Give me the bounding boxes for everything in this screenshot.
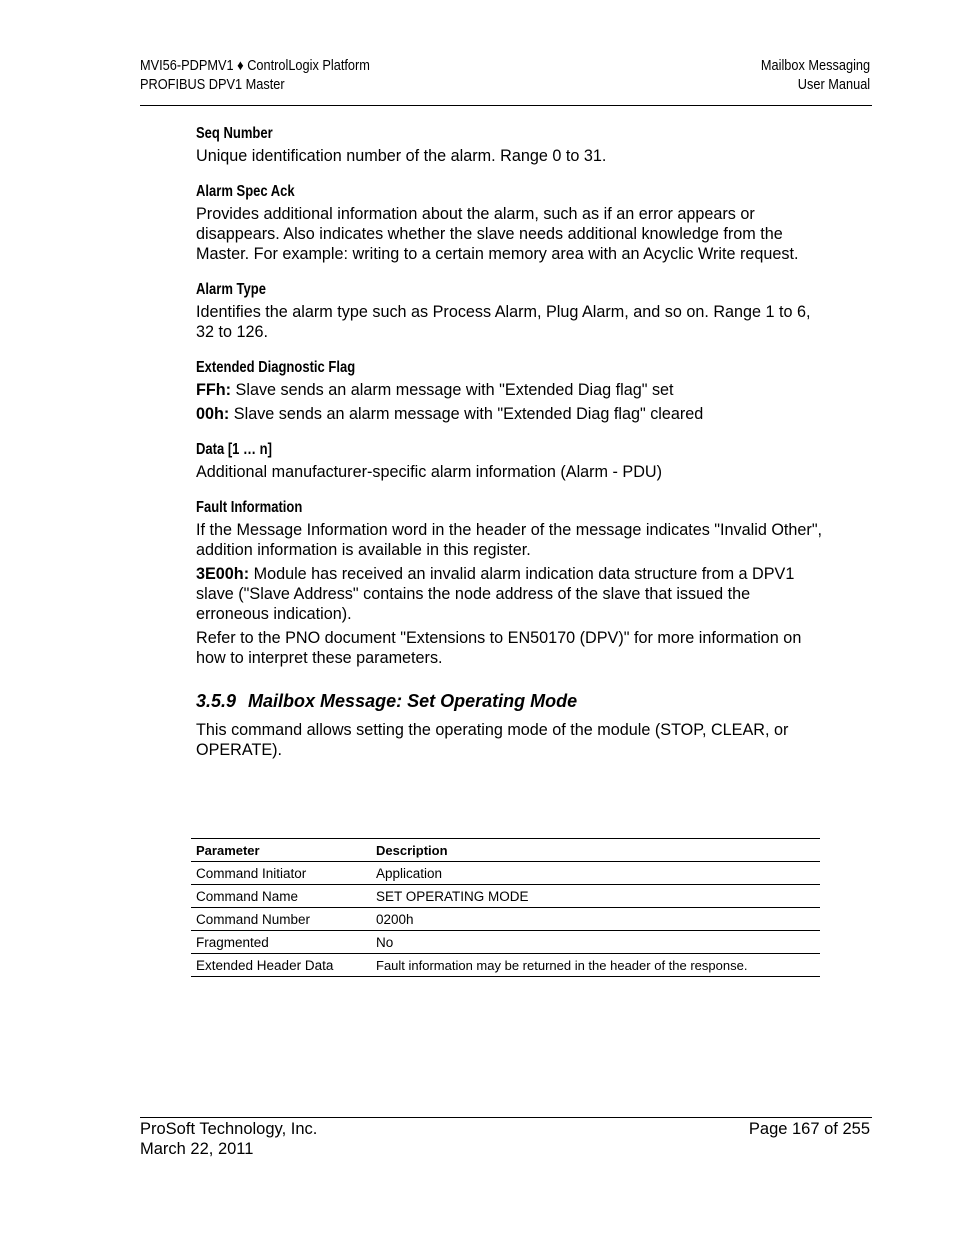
extended-diag-flag-title: Extended Diagnostic Flag [196, 359, 356, 376]
3e00h-label: 3E00h: [196, 565, 250, 583]
alarm-type-title: Alarm Type [196, 281, 266, 298]
footer-date: March 22, 2011 [140, 1140, 254, 1158]
table-cell: Fragmented [191, 931, 371, 954]
table-row [191, 931, 820, 954]
header-left [140, 57, 370, 95]
fault-information-title: Fault Information [196, 499, 303, 516]
section-number: 3.5.9 [196, 691, 237, 711]
header-doc-type: User Manual [797, 77, 870, 93]
section-heading [196, 690, 826, 712]
table-row [191, 862, 820, 885]
table-cell: Command Initiator [191, 862, 371, 885]
ffh-label: FFh: [196, 381, 232, 399]
seq-number-title: Seq Number [196, 125, 273, 142]
table-cell: Command Number [191, 908, 371, 931]
header-product: MVI56-PDPMV1 ♦ ControlLogix Platform [140, 58, 370, 74]
section-intro: This command allows setting the operating mode of the module (STOP, CLEAR, or OPERATE). [196, 721, 789, 759]
page-number: Page 167 of 255 [748, 1120, 870, 1138]
seq-number-text: Unique identification number of the alarm. Range 0 to 31. [196, 147, 607, 165]
table-cell: SET OPERATING MODE [371, 885, 820, 908]
pno-reference-text: Refer to the PNO document "Extensions to EN50170 (DPV)" for more information on how to interpret these parameters. [196, 629, 802, 667]
table-cell: Application [371, 862, 820, 885]
table-cell: 0200h [371, 908, 820, 931]
table-row [191, 954, 820, 977]
table-header-row [191, 839, 820, 862]
table-cell: Fault information may be returned in the header of the response. [371, 954, 820, 977]
table-cell: Extended Header Data [191, 954, 371, 977]
section-title: Mailbox Message: Set Operating Mode [248, 691, 578, 711]
header-right [761, 57, 870, 95]
column-header-description: Description [371, 839, 820, 862]
main-content [196, 124, 826, 764]
3e00h-description [196, 564, 826, 624]
3e00h-text: Module has received an invalid alarm indication data structure from a DPV1 slave ("Slave Address" contains the node address of the slave that issued the erroneous indication). [196, 565, 795, 623]
table-row [191, 885, 820, 908]
00h-description [196, 404, 826, 424]
header-subtitle: PROFIBUS DPV1 Master [140, 77, 285, 93]
table-cell: No [371, 931, 820, 954]
00h-label: 00h: [196, 405, 230, 423]
alarm-spec-ack-title: Alarm Spec Ack [196, 183, 295, 200]
footer-left [140, 1119, 317, 1159]
data-text: Additional manufacturer-specific alarm information (Alarm - PDU) [196, 463, 662, 481]
footer-right [749, 1119, 870, 1139]
fault-information-text: If the Message Information word in the header of the message indicates "Invalid Other", addition information is available in this register. [196, 521, 823, 559]
footer-company: ProSoft Technology, Inc. [140, 1120, 318, 1138]
00h-text: Slave sends an alarm message with "Extended Diag flag" cleared [229, 405, 704, 423]
header-divider [140, 105, 872, 106]
table-cell: Command Name [191, 885, 371, 908]
ffh-text: Slave sends an alarm message with "Extended Diag flag" set [231, 381, 674, 399]
data-title: Data [1 … n] [196, 441, 272, 458]
parameter-table [191, 838, 820, 977]
table-row [191, 908, 820, 931]
header-chapter: Mailbox Messaging [760, 58, 870, 74]
ffh-description [196, 380, 826, 400]
alarm-type-text: Identifies the alarm type such as Process Alarm, Plug Alarm, and so on. Range 1 to 6, 32 to 126. [196, 303, 811, 341]
column-header-parameter: Parameter [191, 839, 371, 862]
alarm-spec-ack-text: Provides additional information about the alarm, such as if an error appears or disappears. Also indicates whether the slave needs additional knowledge from the Master. For example: writing to a certain memory area with an Acyclic Write request. [196, 205, 799, 263]
footer-divider [140, 1117, 872, 1118]
